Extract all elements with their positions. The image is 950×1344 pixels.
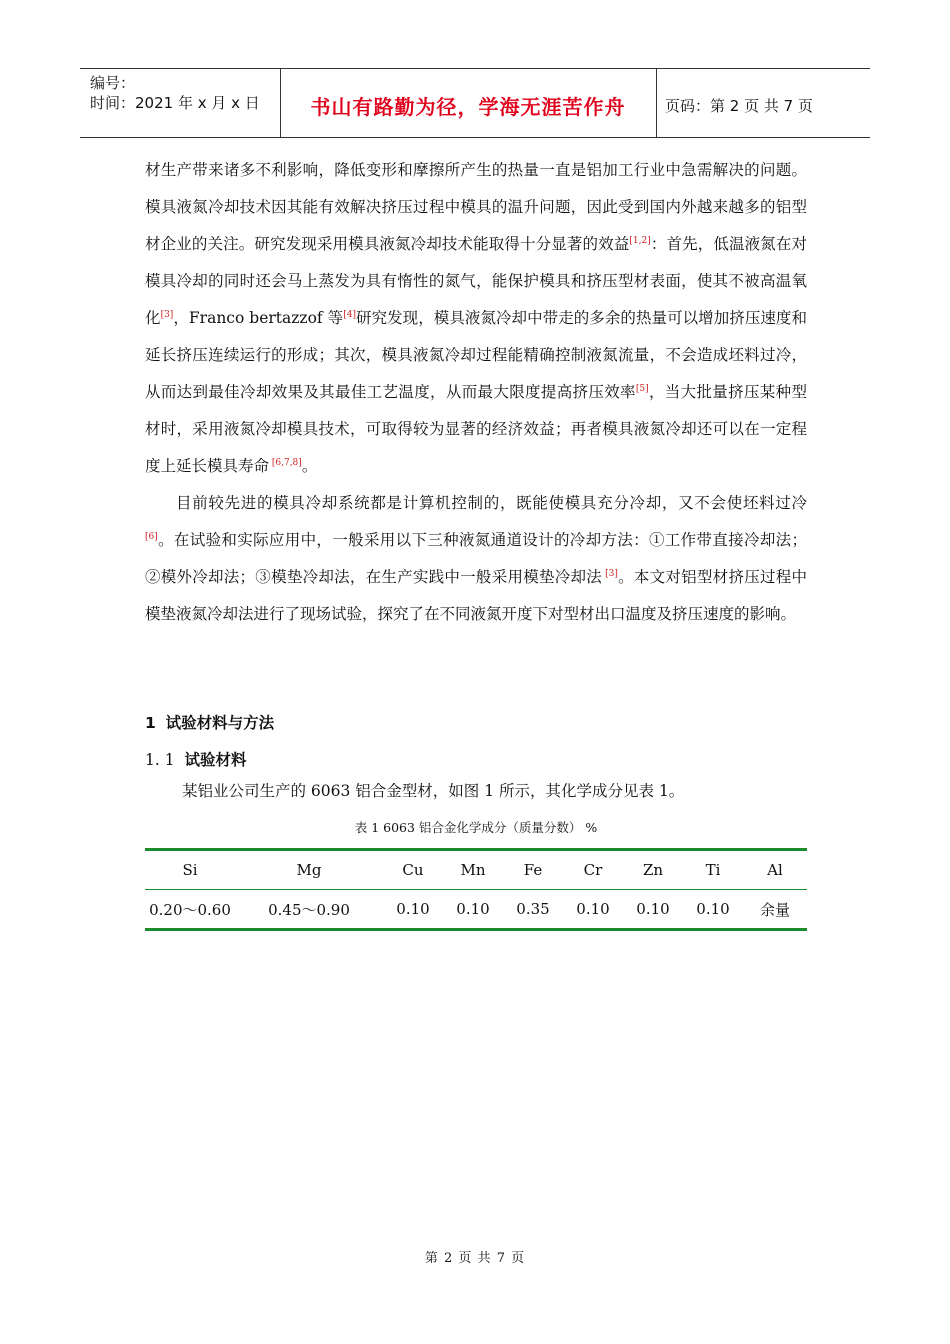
page-footer: 第 2 页 共 7 页 (424, 1251, 526, 1266)
table-cell: 余量 (743, 890, 807, 930)
subsection-number: 1. 1 (145, 751, 175, 769)
table-header-cell: Mg (235, 850, 383, 890)
header-divider (280, 69, 281, 137)
header-page-info: 页码：第 2 页 共 7 页 (665, 97, 813, 115)
paragraph-text: 材生产带来诸多不利影响，降低变形和摩擦所产生的热量一直是铝加工行业中急需解决的问题。模具液氮冷却技术因其能有效解决挤压过程中模具的温升问题，因此受到国内外越来越多的铝型材企业的关注。研究发现采用模具液氮冷却技术能取得十分显著的效益 (145, 161, 807, 253)
material-intro: 某铝业公司生产的 6063 铝合金型材，如图 1 所示，其化学成分见表 1。 (182, 782, 685, 800)
citation-ref: [6,7,8] (269, 457, 302, 468)
section-heading-1 (145, 711, 274, 733)
header-meta (90, 73, 260, 113)
table-header-cell: Mn (443, 850, 503, 890)
table-cell: 0.10 (623, 890, 683, 930)
paragraph-text: 。在试验和实际应用中，一般采用以下三种液氮通道设计的冷却方法：①工作带直接冷却法；②模外冷却法；③模垫冷却法，在生产实践中一般采用模垫冷却法 (145, 531, 807, 586)
body-paragraph (145, 485, 807, 633)
date-label: 时间：2021 年 x 月 x 日 (90, 94, 260, 112)
citation-ref: [1,2] (629, 235, 651, 246)
table-header-row (145, 850, 807, 890)
citation-ref: [3] (160, 309, 174, 320)
subsection-title: 试验材料 (184, 751, 247, 769)
citation-ref: [5] (635, 383, 649, 394)
paragraph-text: 目前较先进的模具冷却系统都是计算机控制的，既能使模具充分冷却，又不会使坯料过冷 (176, 494, 807, 512)
table-cell: 0.10 (563, 890, 623, 930)
table-header-cell: Fe (503, 850, 563, 890)
table-caption: 表 1 6063 铝合金化学成分（质量分数） % (354, 820, 598, 835)
table-header-cell: Cu (383, 850, 443, 890)
citation-ref: [4] (343, 309, 356, 320)
table-cell: 0.35 (503, 890, 563, 930)
table-header-cell: Zn (623, 850, 683, 890)
table-cell: 0.10 (683, 890, 743, 930)
header-motto: 书山有路勤为径，学海无涯苦作舟 (310, 95, 626, 119)
paragraph-text: 研究发现，模具液氮冷却中带走的多余的热量可以增加挤压速度和延长挤压连续运行的形成；其次，模具液氮冷却过程能精确控制液氮流量，不会造成坯料过冷，从而达到最佳冷却效果及其最佳工艺温度，从而最大限度提高挤压效率 (145, 309, 807, 401)
body-text (145, 152, 807, 633)
table-cell: 0.45～0.90 (235, 890, 383, 930)
table-header-cell: Si (145, 850, 235, 890)
composition-table (145, 848, 807, 931)
table-cell: 0.10 (443, 890, 503, 930)
citation-ref: [6] (145, 531, 158, 542)
paragraph-text: ，当大批量挤压某种型材时，采用液氮冷却模具技术，可取得较为显著的经济效益；再者模具液氮冷却还可以在一定程度上延长模具寿命 (145, 383, 807, 475)
citation-ref: [3] (602, 568, 618, 579)
table-header-cell: Cr (563, 850, 623, 890)
section-number: 1 (145, 714, 156, 732)
paragraph-text: ，Franco bertazzof 等 (173, 309, 344, 327)
body-paragraph (145, 152, 807, 485)
section-title: 试验材料与方法 (165, 714, 275, 732)
table-cell: 0.20～0.60 (145, 890, 235, 930)
table-body (145, 890, 807, 930)
serial-number-label: 编号： (90, 74, 136, 92)
subsection-heading-1-1 (145, 748, 246, 770)
header-divider (656, 69, 657, 137)
table-header-cell: Ti (683, 850, 743, 890)
paragraph-text: 。本文对铝型材挤压过程中模垫液氮冷却法进行了现场试验，探究了在不同液氮开度下对型材出口温度及挤压速度的影响。 (145, 568, 807, 623)
table-row (145, 890, 807, 930)
paragraph-text: ：首先，低温液氮在对模具冷却的同时还会马上蒸发为具有惰性的氮气，能保护模具和挤压型材表面，使其不被高温氧化 (145, 235, 807, 327)
page-header (80, 68, 870, 138)
table-header-cell: Al (743, 850, 807, 890)
table-cell: 0.10 (383, 890, 443, 930)
paragraph-text: 。 (301, 457, 318, 475)
